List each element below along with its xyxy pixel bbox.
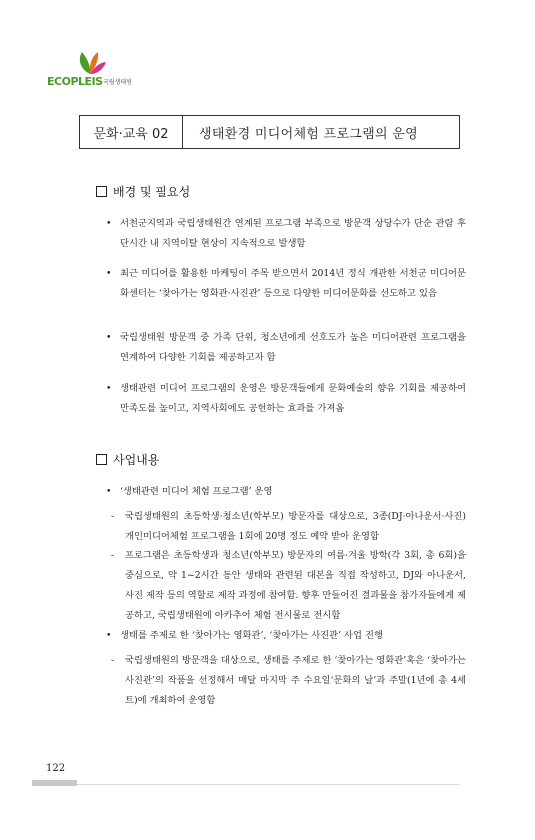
section-title-box <box>79 115 460 149</box>
list-item: • 생태를 주제로 한 ‘찾아가는 영화관’, ‘찾아가는 사진관’ 사업 진행 <box>106 630 383 641</box>
list-item: - 국립생태원의 방문객을 대상으로, 생태를 주제로 한 ‘찾아가는 영화관’혹은 ‘찾아가는 사진관’의 작품을 선정해서 매달 마지막 주 수요일‘문화의 날’과 주말(1년에 총 4세트)에 개최하여 운영함 <box>111 655 466 706</box>
footer-bar <box>32 780 77 786</box>
leaf-logo-icon <box>73 50 107 76</box>
list-item: - 프로그램은 초등학생과 청소년(학부모) 방문자의 여름·겨울 방학(각 3회, 총 6회)을 중심으로, 약 1~2시간 동안 생태와 관련된 대본을 직접 작성하고, DJ와 아나운서, 사진 제작 등의 역할로 제작 과정에 참여함. 향후 만들어진 결과물을 참가자들에게 제공하고, 국립생태원에 아카추어 체험 전시물로 전시함 <box>111 550 466 621</box>
ecopleis-logo <box>47 50 132 90</box>
section-heading-background: 배경 및 필요성 <box>96 183 190 200</box>
list-item: • 서천군지역과 국립생태원간 연계된 프로그램 부족으로 방문객 상당수가 단순 관람 후 단시간 내 지역이탈 현상이 지속적으로 발생함 <box>106 218 466 249</box>
section-heading-business: 사업내용 <box>96 451 159 468</box>
list-item: • 생태관련 미디어 프로그램의 운영은 방문객들에게 문화예술의 향유 기회를 제공하여 만족도를 높이고, 지역사회에도 공헌하는 효과를 가져옴 <box>106 383 466 414</box>
list-item: • 국립생태원 방문객 중 가족 단위, 청소년에게 선호도가 높은 미디어관련 프로그램을 연계하여 다양한 기회를 제공하고자 함 <box>106 332 466 363</box>
logo-subtitle: 국립생태원 <box>103 79 132 86</box>
list-item: • ‘생태관련 미디어 체험 프로그램’ 운영 <box>106 486 273 497</box>
list-item: - 국립생태원의 초등학생·청소년(학부모) 방문자를 대상으로, 3종(DJ·아나운서·사진) 개인미디어체험 프로그램을 1회에 20명 정도 예약 받아 운영함 <box>111 511 466 542</box>
page-title: 생태환경 미디어체험 프로그램의 운영 <box>199 126 419 142</box>
logo-wordmark: ECOPLEIS <box>47 75 103 88</box>
page-number: 122 <box>46 763 66 774</box>
footer-divider <box>77 784 460 785</box>
checkbox-square-icon <box>96 186 107 197</box>
section-number: 문화·교육 02 <box>80 116 183 148</box>
list-item: • 최근 미디어를 활용한 마케팅이 주목 받으면서 2014년 정식 개관한 서천군 미디어문화센터는 ‘찾아가는 영화관·사진관’ 등으로 다양한 미디어문화를 선도하고 있음 <box>106 268 466 299</box>
checkbox-square-icon <box>96 454 107 465</box>
